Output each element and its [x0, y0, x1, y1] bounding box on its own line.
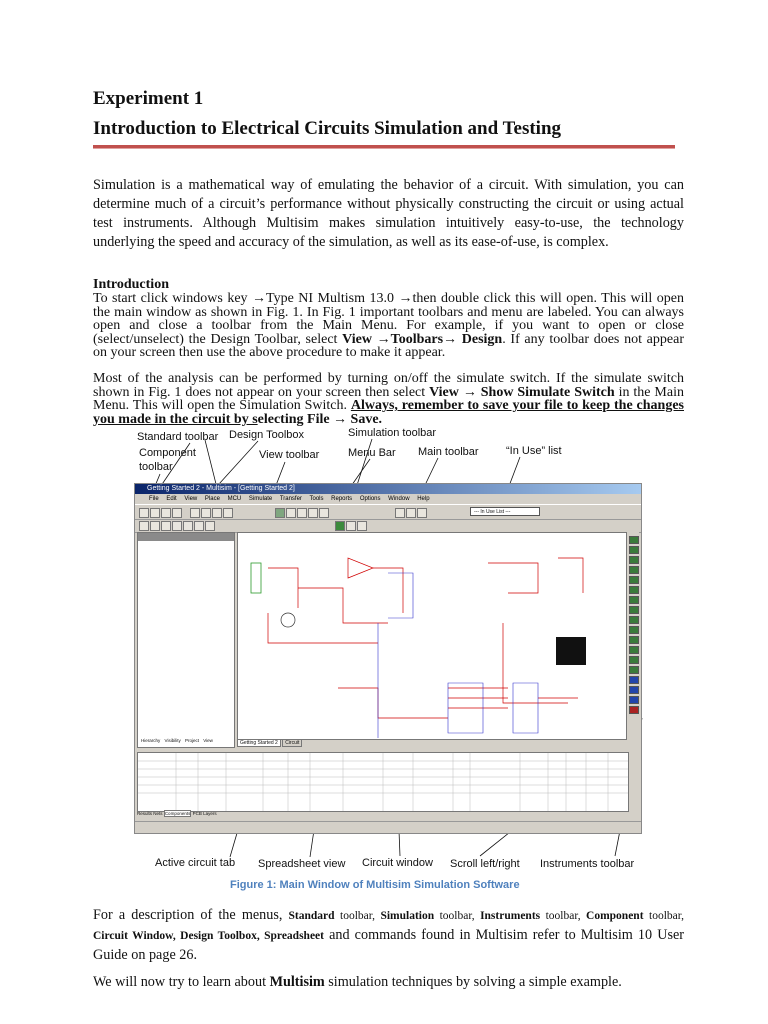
in-use-list-dropdown[interactable]: --- In Use List --- — [470, 507, 540, 516]
p4-b3: Instruments — [480, 910, 541, 922]
sheet-tab-pcb-layers[interactable]: PCB Layers — [192, 811, 217, 816]
p4-b1: Standard — [288, 910, 335, 922]
p5-t1: We will now try to learn about — [93, 974, 270, 990]
open-icon[interactable] — [150, 508, 160, 518]
experiment-number: Experiment 1 — [93, 88, 204, 109]
p4-t6: and commands found in Multisim refer to Multisim 10 User Guide on page 26. — [93, 927, 684, 963]
zoom-area-icon[interactable] — [308, 508, 318, 518]
intro-text-a: To start click windows key →Type NI Multism 13.0 →then double click this will open. This will open the main window as shown in Fig. 1. In Fig. 1 important toolbars and menu are labeled. You can always open and close a toolbar from the Main Menu. For example, if you want to open or close (select/unselect) the Design Toolbar, select — [93, 291, 684, 347]
p3-text-a: Most of the analysis can be performed by turning on/off the simulate switch. If the simulate switch shown in Fig. 1 does not appear on your screen then select — [93, 371, 684, 400]
p3-save-reminder: Always, remember to save your file to keep the changes you made in the circuit by s — [93, 398, 684, 427]
label-component-toolbar-2: toolbar — [139, 461, 173, 473]
current-probe-icon[interactable] — [629, 706, 639, 714]
label-active-circuit-tab: Active circuit tab — [155, 857, 236, 869]
cmos-icon[interactable] — [205, 521, 215, 531]
ttl-icon[interactable] — [194, 521, 204, 531]
figure-caption: Figure 1: Main Window of Multisim Simulation Software — [230, 879, 520, 891]
oscilloscope-icon[interactable] — [629, 566, 639, 574]
paragraph-menus-reference — [93, 906, 684, 965]
toolbox-tab-visibility[interactable]: Visibility — [164, 738, 181, 743]
p4-t5: toolbar, — [643, 910, 684, 922]
p4-b4: Component — [586, 910, 644, 922]
multimeter-icon[interactable] — [629, 536, 639, 544]
distortion-analyzer-icon[interactable] — [629, 646, 639, 654]
label-view-toolbar: View toolbar — [259, 449, 320, 461]
print-icon[interactable] — [172, 508, 182, 518]
sheet-tab-nets[interactable]: Nets — [153, 811, 163, 816]
agilent-multimeter-icon[interactable] — [629, 686, 639, 694]
circuit-window[interactable] — [237, 532, 627, 740]
source-icon[interactable] — [139, 521, 149, 531]
toolbox-header — [138, 533, 234, 541]
multisim-main-window — [134, 483, 642, 834]
sheet-tab-results[interactable]: Results — [137, 811, 153, 816]
p4-t4: toolbar, — [540, 910, 587, 922]
p4-t3: toolbar, — [434, 910, 481, 922]
run-simulation-icon[interactable] — [335, 521, 345, 531]
standard-toolbar[interactable] — [135, 504, 641, 520]
label-main-toolbar: Main toolbar — [418, 446, 479, 458]
network-analyzer-icon[interactable] — [629, 666, 639, 674]
wattmeter-icon[interactable] — [629, 556, 639, 564]
p3-text-b: in the Main Menu. This will open the Simulation Switch. — [93, 384, 684, 414]
menu-bar[interactable]: File Edit View Place MCU Simulate Transfer Tools Reports Options Window Help — [149, 496, 430, 502]
diode-icon[interactable] — [161, 521, 171, 531]
logic-converter-icon[interactable] — [629, 626, 639, 634]
design-toolbox-panel[interactable] — [137, 532, 235, 748]
zoom-fit-icon[interactable] — [319, 508, 329, 518]
transistor-icon[interactable] — [172, 521, 182, 531]
p4-b5: Circuit Window, Design Toolbox, Spreadsheet — [93, 930, 324, 942]
schematic — [238, 533, 626, 739]
tab-getting-started-2[interactable]: Getting Started 2 — [237, 739, 281, 747]
basic-icon[interactable] — [150, 521, 160, 531]
new-icon[interactable] — [139, 508, 149, 518]
agilent-scope-icon[interactable] — [629, 696, 639, 704]
spreadsheet-icon[interactable] — [417, 508, 427, 518]
status-bar — [135, 821, 641, 832]
p5-t2: simulation techniques by solving a simple example. — [324, 974, 622, 990]
copy-icon[interactable] — [201, 508, 211, 518]
label-simulation-toolbar: Simulation toolbar — [348, 427, 437, 439]
sheet-tab-components[interactable]: Components — [164, 811, 191, 816]
paste-icon[interactable] — [212, 508, 222, 518]
tab-circuit[interactable]: Circuit — [282, 739, 302, 747]
intro-text-b: . If any toolbar does not appear on your screen then use the above procedure to make it appear. — [93, 331, 684, 361]
label-menu-bar: Menu Bar — [348, 447, 396, 459]
label-circuit-window: Circuit window — [362, 857, 433, 869]
design-toolbox-icon[interactable] — [406, 508, 416, 518]
p4-t1: For a description of the menus, — [93, 907, 289, 923]
stop-simulation-icon[interactable] — [357, 521, 367, 531]
intro-menu-path: View →Toolbars→ Design — [342, 331, 503, 347]
analog-icon[interactable] — [183, 521, 193, 531]
p4-t2: toolbar, — [334, 910, 381, 922]
circuit-tabs[interactable] — [237, 740, 625, 749]
undo-icon[interactable] — [223, 508, 233, 518]
function-generator-icon[interactable] — [629, 546, 639, 554]
p4-b2: Simulation — [380, 910, 435, 922]
toolbox-tabs[interactable] — [141, 738, 213, 743]
zoom-icon[interactable] — [275, 508, 285, 518]
p3-bold-a: View → Show Simulate Switch — [429, 384, 615, 400]
zoom-out-icon[interactable] — [297, 508, 307, 518]
label-scroll-left-right: Scroll left/right — [450, 858, 520, 870]
frequency-counter-icon[interactable] — [629, 596, 639, 604]
window-title-bar: Getting Started 2 - Multisim - [Getting Started 2] — [135, 484, 641, 494]
spreadsheet-grid — [138, 753, 628, 811]
document-title: Introduction to Electrical Circuits Simulation and Testing — [93, 118, 562, 139]
p5-b1: Multisim — [269, 974, 325, 990]
bode-plotter-icon[interactable] — [629, 586, 639, 594]
toolbox-tab-project-view[interactable]: Project View — [184, 738, 213, 743]
word-generator-icon[interactable] — [629, 606, 639, 614]
display-component — [556, 637, 586, 665]
main-toolbar-icon[interactable] — [395, 508, 405, 518]
paragraph-simulation: Simulation is a mathematical way of emulating the behavior of a circuit. With simulation, you can determine much of a circuit’s performance without physically constructing the circuit or using actual test instruments. Although Multisim makes simulation intuitively easy-to-use, the technology underlying the speed and accuracy of the simulation, as well as its ease-of-use, is complex. — [93, 177, 684, 250]
spectrum-analyzer-icon[interactable] — [629, 656, 639, 664]
iv-analyzer-icon[interactable] — [629, 636, 639, 644]
spreadsheet-tabs[interactable] — [137, 811, 337, 819]
label-design-toolbox: Design Toolbox — [229, 429, 305, 441]
zoom-in-icon[interactable] — [286, 508, 296, 518]
spreadsheet-view[interactable] — [137, 752, 629, 812]
p3-bold-b: File → Save. — [307, 411, 383, 427]
agilent-generator-icon[interactable] — [629, 676, 639, 684]
cut-icon[interactable] — [190, 508, 200, 518]
pause-simulation-icon[interactable] — [346, 521, 356, 531]
logic-analyzer-icon[interactable] — [629, 616, 639, 624]
save-icon[interactable] — [161, 508, 171, 518]
four-channel-scope-icon[interactable] — [629, 576, 639, 584]
toolbox-tab-hierarchy[interactable]: Hierarchy — [141, 738, 161, 743]
label-instruments-toolbar: Instruments toolbar — [540, 858, 635, 870]
instruments-toolbar[interactable] — [627, 532, 639, 732]
component-toolbar[interactable] — [135, 519, 641, 533]
introduction-heading: Introduction — [93, 277, 169, 292]
p3-text-c: electing — [257, 411, 308, 427]
label-in-use-list: “In Use” list — [506, 445, 562, 457]
label-component-toolbar-1: Component — [139, 447, 196, 459]
paragraph-example — [93, 973, 684, 992]
label-standard-toolbar: Standard toolbar — [137, 431, 219, 443]
label-spreadsheet-view: Spreadsheet view — [258, 858, 346, 870]
